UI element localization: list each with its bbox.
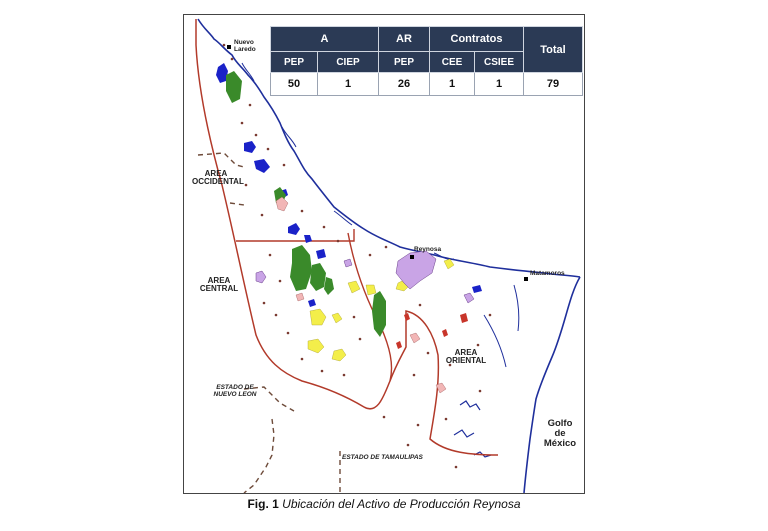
subheader-pep-ar: PEP xyxy=(379,52,430,73)
subheader-csiee: CSIEE xyxy=(475,52,524,73)
gulf-coastline xyxy=(524,277,580,493)
subheader-cee: CEE xyxy=(430,52,475,73)
value-csiee: 1 xyxy=(475,73,524,96)
nuevo-laredo-label: Nuevo Laredo xyxy=(234,39,256,53)
subheader-pep: PEP xyxy=(271,52,318,73)
value-pep: 50 xyxy=(271,73,318,96)
purple-fields xyxy=(256,251,474,303)
group-header-ar: AR xyxy=(379,27,430,52)
minor-fields xyxy=(223,44,492,469)
matamoros-label: Matamoros xyxy=(530,270,565,277)
group-header-a: A xyxy=(271,27,379,52)
tamaulipas-label: ESTADO DE TAMAULIPAS xyxy=(342,454,423,461)
subheader-ciep: CIEP xyxy=(318,52,379,73)
group-header-contratos: Contratos xyxy=(430,27,524,52)
contracts-summary-table xyxy=(270,26,583,96)
blue-fields xyxy=(216,63,482,307)
value-ciep: 1 xyxy=(318,73,379,96)
area-central-label: AREA CENTRAL xyxy=(199,276,239,294)
caption-text: Ubicación del Activo de Producción Reynosa xyxy=(282,497,521,511)
table-row xyxy=(271,73,583,96)
total-header: Total xyxy=(524,27,583,73)
nuevo-laredo-marker xyxy=(227,45,231,49)
value-pep-ar: 26 xyxy=(379,73,430,96)
gulf-of-mexico-label: Golfo de México xyxy=(543,418,577,449)
figure-caption xyxy=(0,497,768,511)
green-fields xyxy=(226,71,386,337)
matamoros-marker xyxy=(524,277,528,281)
red-fields xyxy=(396,313,468,349)
value-cee: 1 xyxy=(430,73,475,96)
area-oriental-label: AREA ORIENTAL xyxy=(445,348,487,366)
reynosa-marker xyxy=(410,255,414,259)
table-header-row xyxy=(271,27,583,52)
value-total: 79 xyxy=(524,73,583,96)
nuevo-leon-label: ESTADO DE NUEVO LEON xyxy=(213,384,257,398)
reynosa-label: Reynosa xyxy=(414,246,442,253)
caption-label: Fig. 1 xyxy=(247,497,279,511)
area-occidental-label: AREA OCCIDENTAL xyxy=(192,169,244,187)
